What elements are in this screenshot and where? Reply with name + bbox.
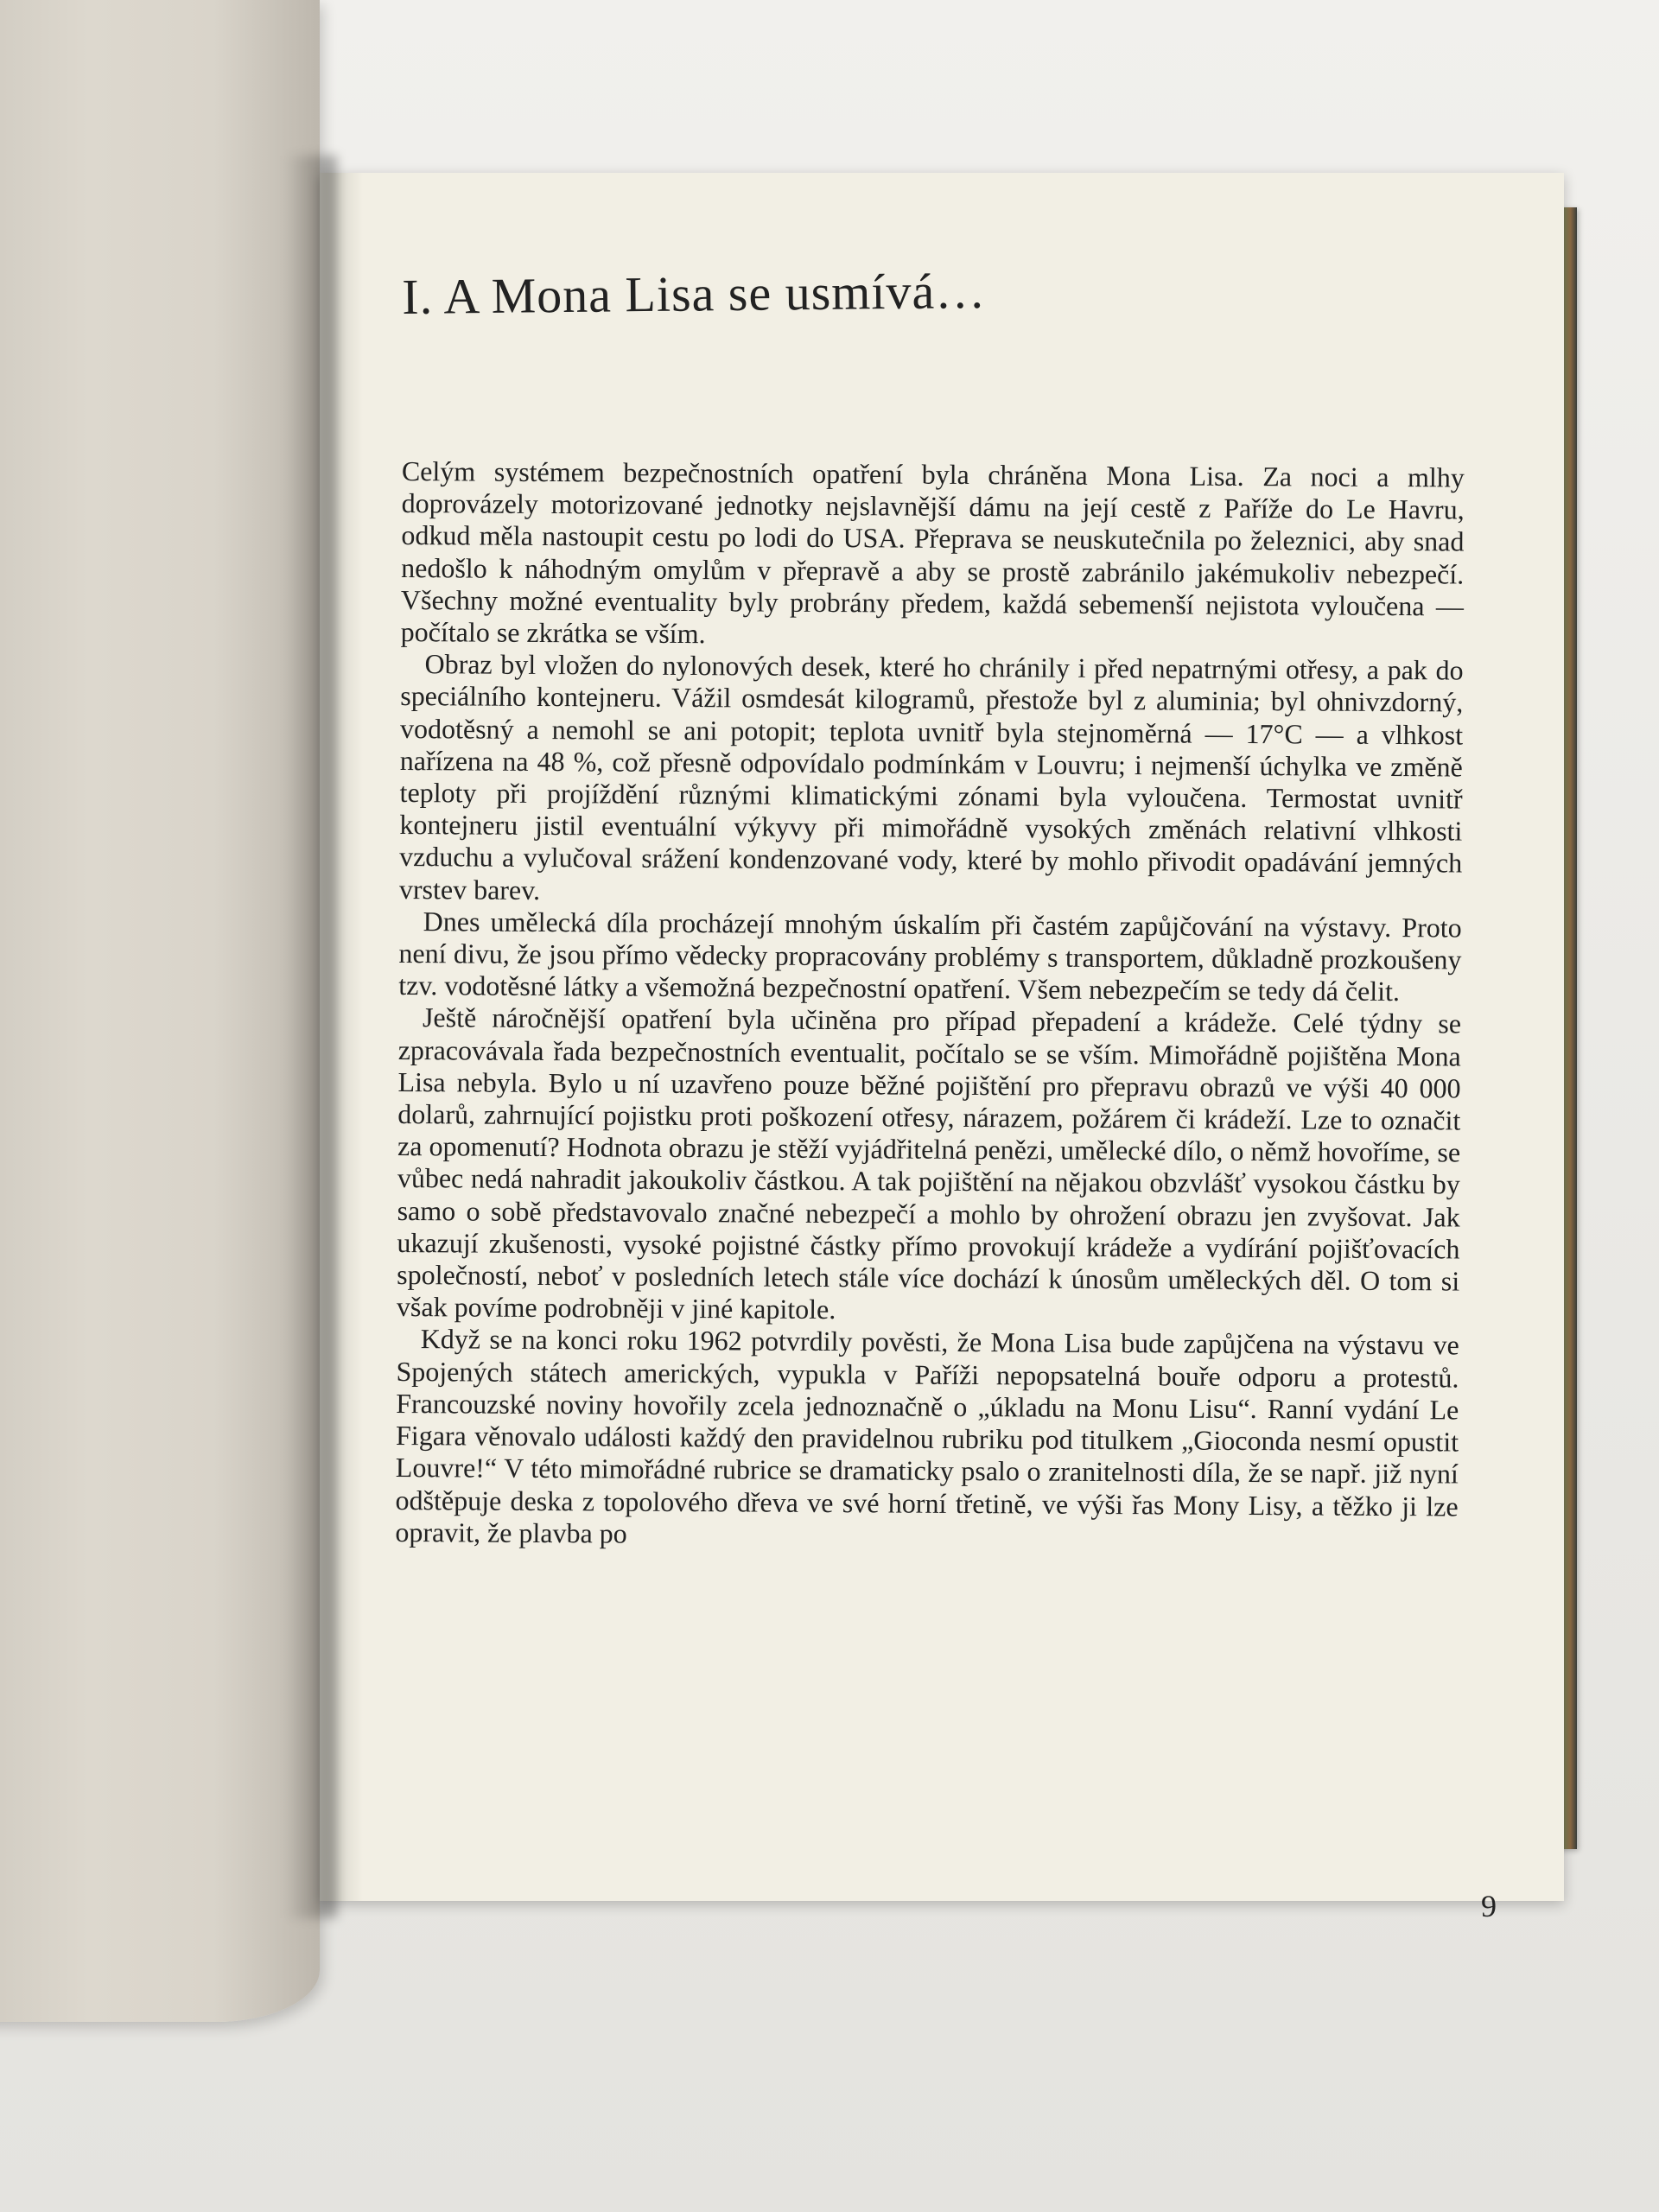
- paragraph: Dnes umělecká díla procházejí mnohým úskalím při častém zapůjčování na výstavy. Proto není divu, že jsou přímo vědecky propracovány problémy s transportem, důkladně prozkoušeny tzv. vodotěsné látky a všemožná bezpečnostní opatření. Všem nebezpečím se tedy dá čelit.: [398, 906, 1462, 1007]
- chapter-title: I. A Mona Lisa se usmívá…: [402, 262, 987, 325]
- right-page: [320, 173, 1564, 1923]
- left-page-curved: [0, 0, 320, 2022]
- paragraph: Když se na konci roku 1962 potvrdily pověsti, že Mona Lisa bude zapůjčena na výstavu ve Spojených státech amerických, vypukla v Paříži nepopsatelná bouře odporu a protestů. Francouzské noviny hovořily zcela jednoznačně o „úkladu na Monu Lisu“. Ranní vydání Le Figara věnovalo události každý den pravidelnou rubriku pod titulkem „Gioconda nesmí opustit Louvre!“ V této mimořádné rubrice se dramaticky psalo o zranitelnosti díla, že se např. již nyní odštěpuje deska z topolového dřeva ve své horní třetině, ve výši řas Mony Lisy, a těžko ji lze opravit, že plavba po: [395, 1323, 1459, 1549]
- page-content: [395, 262, 1465, 1549]
- body-text: [395, 455, 1465, 1554]
- paragraph: Celým systémem bezpečnostních opatření byla chráněna Mona Lisa. Za noci a mlhy doprovázely motorizované jednotky nejslavnější dámu na její cestě z Paříže do Le Havru, odkud měla nastoupit cestu po lodi do USA. Přeprava se neuskutečnila po železnici, aby snad nedošlo k náhodným omylům v přepravě a aby se prostě zabránilo jakémukoliv nebezpečí. Všechny možné eventuality byly probrány předem, každá sebemenší nejistota vyloučena — počítalo se zkrátka se vším.: [400, 455, 1465, 650]
- page-number: 9: [1481, 1889, 1497, 1923]
- spine-shadow: [285, 156, 337, 1918]
- paragraph: Ještě náročnější opatření byla učiněna pro případ přepadení a krádeže. Celé týdny se zpracovávala řada bezpečnostních eventualit, počítalo se se vším. Mimořádně pojištěna Mona Lisa nebyla. Bylo u ní uzavřeno pouze běžné pojištění pro přepravu obrazů ve výši 40 000 dolarů, zahrnující pojistku proti poškození otřesy, nárazem, požárem či krádeží. Lze to označit za opomenutí? Hodnota obrazu je stěží vyjádřitelná penězi, umělecké dílo, o němž hovoříme, se vůbec nedá nahradit jakoukoliv částkou. A tak pojištění na nějakou obzvlášť vysokou částku by samo o sobě představovalo značné nebezpečí a mohlo by ohrožení obrazu jen zvyšovat. Jak ukazují zkušenosti, vysoké pojistné částky přímo provokují krádeže a vydírání pojišťovacích společností, neboť v posledních letech stále více dochází k únosům uměleckých děl. O tom si však povíme podrobněji v jiné kapitole.: [396, 1001, 1462, 1325]
- paragraph: Obraz byl vložen do nylonových desek, které ho chránily i před nepatrnými otřesy, a pak do speciálního kontejneru. Vážil osmdesát kilogramů, přestože byl z aluminia; byl ohnivzdorný, vodotěsný a nemohl se ani potopit; teplota uvnitř byla stejnoměrná — 17°C — a vlhkost nařízena na 48 %, což přesně odpovídalo podmínkám v Louvru; i nejmenší úchylka ve změně teploty při projíždění různými klimatickými zónami byla vyloučena. Termostat uvnitř kontejneru jistil eventuální výkyvy při mimořádně vysokých změnách relativní vlhkosti vzduchu a vylučoval srážení kondenzované vody, které by mohlo přivodit opadávání jemných vrstev barev.: [398, 648, 1464, 906]
